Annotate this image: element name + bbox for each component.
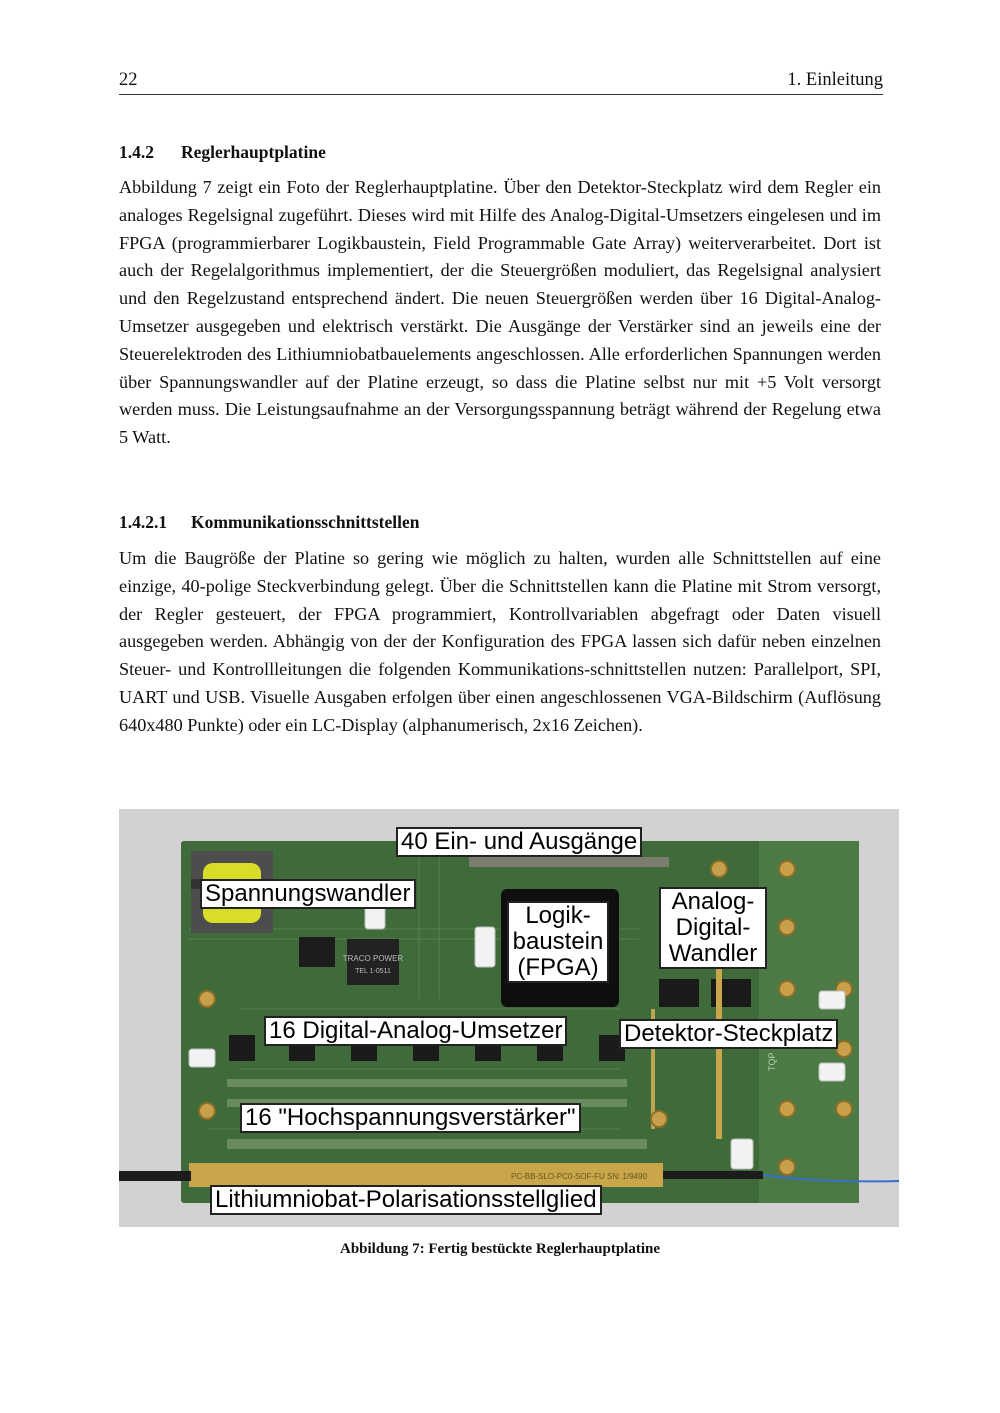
subsection-number: 1.4.2.1 xyxy=(119,512,168,532)
label-io: 40 Ein- und Ausgänge xyxy=(396,827,642,857)
top-connector xyxy=(469,857,669,867)
label-adc: Analog-Digital-Wandler xyxy=(659,887,767,969)
figure-caption: Abbildung 7: Fertig bestückte Reglerhauptplatine xyxy=(339,1241,660,1257)
section-title: Reglerhauptplatine xyxy=(181,142,326,162)
page-number: 22 xyxy=(119,70,138,90)
subsection-heading xyxy=(119,512,420,533)
label-power: Spannungswandler xyxy=(200,879,416,909)
pcb-photo-figure xyxy=(119,809,899,1227)
subsection-title: Kommunikationsschnittstellen xyxy=(191,512,420,532)
label-modulator: Lithiumniobat-Polarisationsstellglied xyxy=(210,1185,602,1215)
body-paragraph-1: Abbildung 7 zeigt ein Foto der Reglerhauptplatine. Über den Detektor-Steckplatz wird dem Regler ein analoges Regelsignal zugeführt. Dieses wird mit Hilfe des Analog-Digital-Umsetzers eingelesen und im FPGA (programmierbarer Logikbaustein, Field Programmable Gate Array) weiterverarbeitet. Dort ist auch der Regelalgorithmus implementiert, der die Steuergrößen moduliert, das Regelsignal analysiert und den Regelzustand entsprechend ändert. Die neuen Steuergrößen werden über 16 Digital-Analog-Umsetzer ausgegeben und elektrisch verstärkt. Die Ausgänge der Verstärker sind an jeweils eine der Steuerelektroden des Lithiumniobatbauelements angeschlossen. Alle erforderlichen Spannungen werden über Spannungswandler auf der Platine erzeugt, so dass die Platine selbst nur mit +5 Volt versorgt werden muss. Die Leistungsaufnahme an der Versorgungsspannung beträgt während der Regelung etwa 5 Watt. xyxy=(119,177,881,448)
body-paragraph-2: Um die Baugröße der Platine so gering wie möglich zu halten, wurden alle Schnittstellen auf eine einzige, 40-polige Steckverbindung gelegt. Über die Schnittstellen kann die Platine mit Strom versorgt, der Regler gesteuert, der FPGA programmiert, Kontrollvariablen abgefragt oder Daten visuell ausgegeben werden. Abhängig von der der Konfiguration des FPGA lassen sich dafür neben einzelnen Steuer- und Kontrollleitungen die folgenden Kommunikations-schnittstellen nutzen: Parallelport, SPI, UART und USB. Visuelle Ausgaben erfolgen über einen angeschlossenen VGA-Bildschirm (Auflösung 640x480 Punkte) oder ein LC-Display (alphanumerisch, 2x16 Zeichen). xyxy=(119,548,881,735)
chip-marking-1: TRACO POWER xyxy=(342,954,404,963)
label-amps: 16 "Hochspannungsverstärker" xyxy=(240,1103,581,1133)
board-silkscreen: TQP xyxy=(767,1052,777,1071)
label-dac: 16 Digital-Analog-Umsetzer xyxy=(264,1016,567,1046)
modulator-marking: PC-BB-SLO-PC0-SOF-FU SN: 1/9490 xyxy=(510,1172,648,1181)
chapter-title: 1. Einleitung xyxy=(787,70,883,90)
section-number: 1.4.2 xyxy=(119,142,154,162)
chip-marking-2: TEL 1-0511 xyxy=(355,968,391,975)
label-detector: Detektor-Steckplatz xyxy=(619,1019,838,1049)
label-fpga: Logik-baustein (FPGA) xyxy=(507,901,609,983)
running-header xyxy=(119,70,883,95)
section-heading xyxy=(119,142,326,163)
